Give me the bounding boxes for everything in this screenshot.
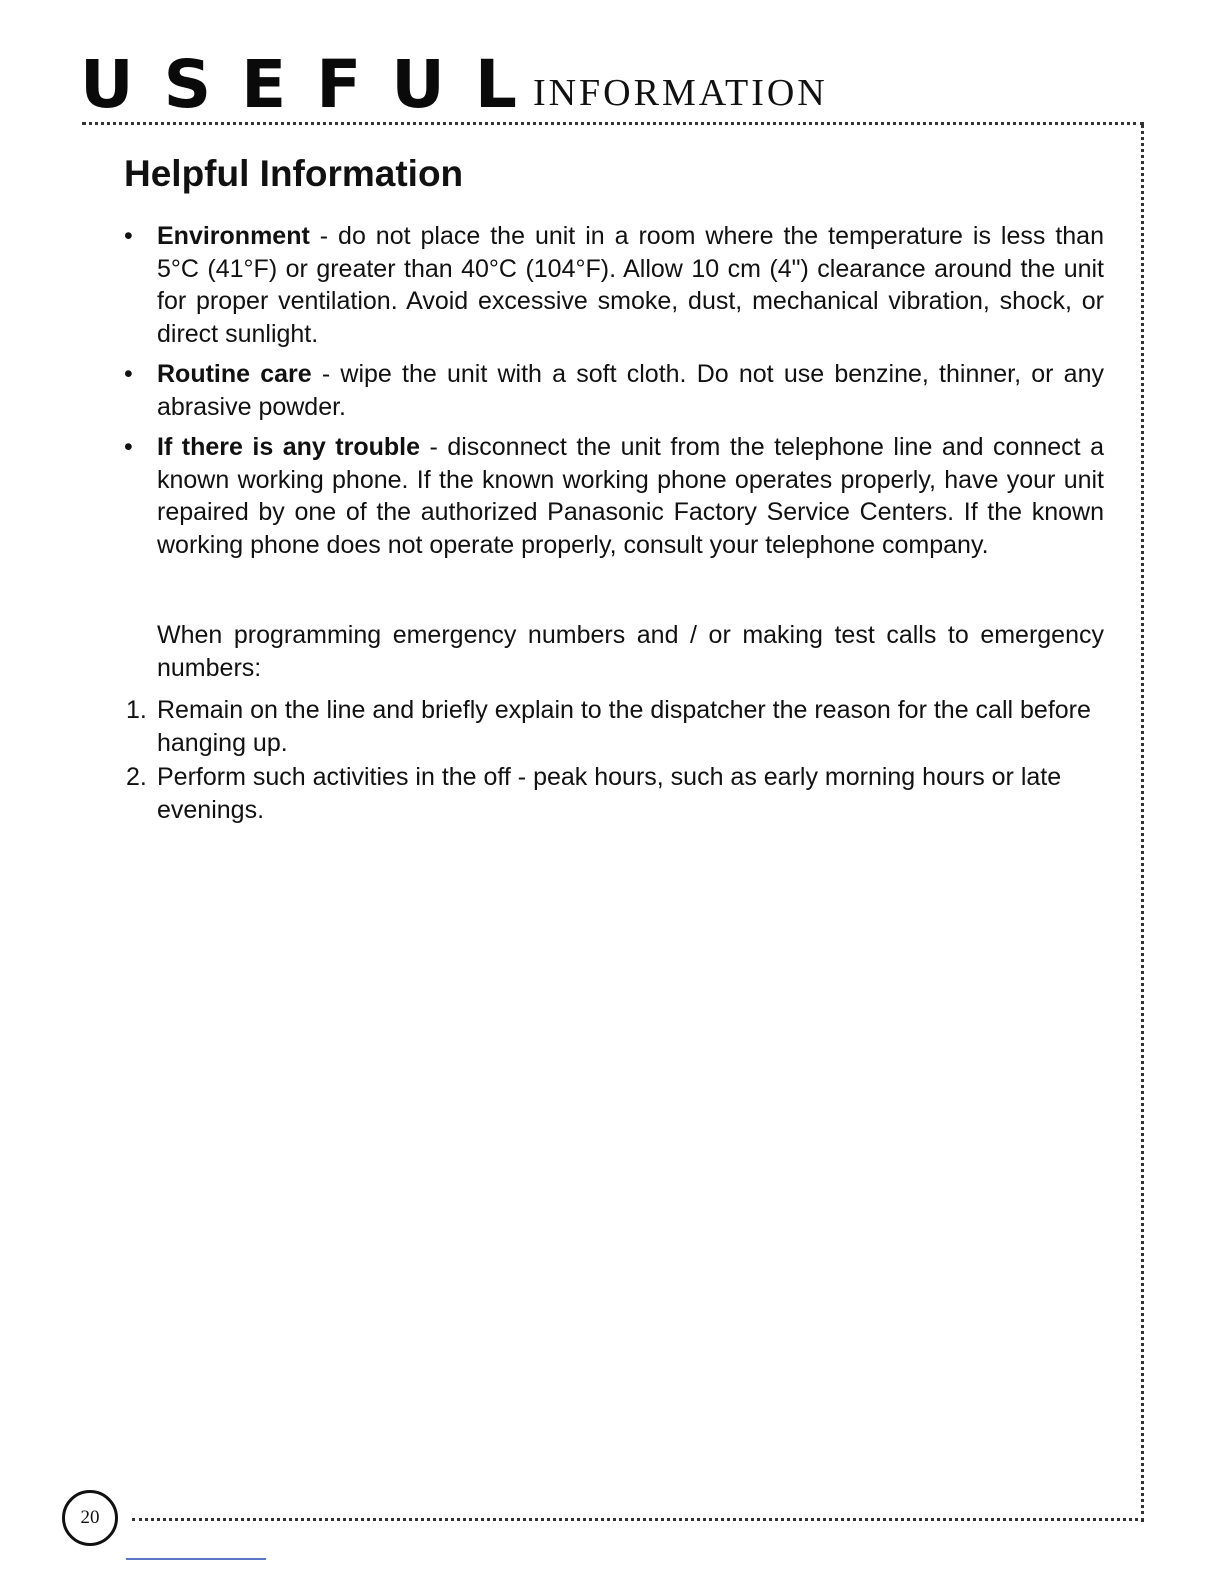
emergency-step: [124, 761, 1104, 826]
bullet-environment: [124, 220, 1104, 350]
step-text: Remain on the line and briefly explain to the dispatcher the reason for the call before hanging up.: [157, 696, 1091, 757]
header-information: INFORMATION: [532, 72, 828, 114]
right-dotted-rule: [1141, 124, 1144, 1522]
top-dotted-rule: [82, 122, 1144, 125]
decorative-blue-line: [126, 1558, 266, 1560]
bullet-text: - do not place the unit in a room where the temperature is less than 5°C (41°F) or greater than 40°C (104°F). Allow 10 cm (4") clearance around the unit for proper ventilation. Avoid excessive smoke, dust, mechanical vibration, shock, or direct sunlight.: [157, 222, 1104, 348]
section-title: Helpful Information: [124, 153, 464, 194]
bullet-term: Routine care: [157, 360, 312, 388]
header-useful: USEFUL: [80, 46, 547, 123]
page-header: [80, 46, 828, 123]
step-number: 1.: [126, 696, 147, 724]
bullet-routine-care: [124, 358, 1104, 423]
bullet-icon: •: [124, 433, 133, 461]
emergency-steps: [124, 694, 1104, 826]
page-number-badge: [62, 1490, 118, 1546]
bullet-term: If there is any trouble: [157, 433, 421, 461]
bottom-dotted-rule: [132, 1518, 1144, 1521]
page-number: 20: [80, 1507, 100, 1528]
step-text: Perform such activities in the off - peak hours, such as early morning hours or late evenings.: [157, 763, 1062, 824]
emergency-intro: When programming emergency numbers and / or making test calls to emergency numbers:: [157, 621, 1104, 682]
bullet-trouble: [124, 431, 1104, 561]
step-number: 2.: [126, 763, 147, 791]
page-content: [124, 150, 1104, 828]
bullet-text: - wipe the unit with a soft cloth. Do not use benzine, thinner, or any abrasive powder.: [157, 360, 1104, 421]
bullet-icon: •: [124, 222, 133, 250]
bullet-icon: •: [124, 360, 133, 388]
emergency-step: [124, 694, 1104, 759]
bullet-term: Environment: [157, 222, 310, 250]
bullet-text: - disconnect the unit from the telephone line and connect a known working phone. If the known working phone operates properly, have your unit repaired by one of the authorized Panasonic Factory Service Centers. If the known working phone does not operate properly, consult your telephone company.: [157, 433, 1104, 559]
helpful-info-list: [124, 220, 1104, 561]
